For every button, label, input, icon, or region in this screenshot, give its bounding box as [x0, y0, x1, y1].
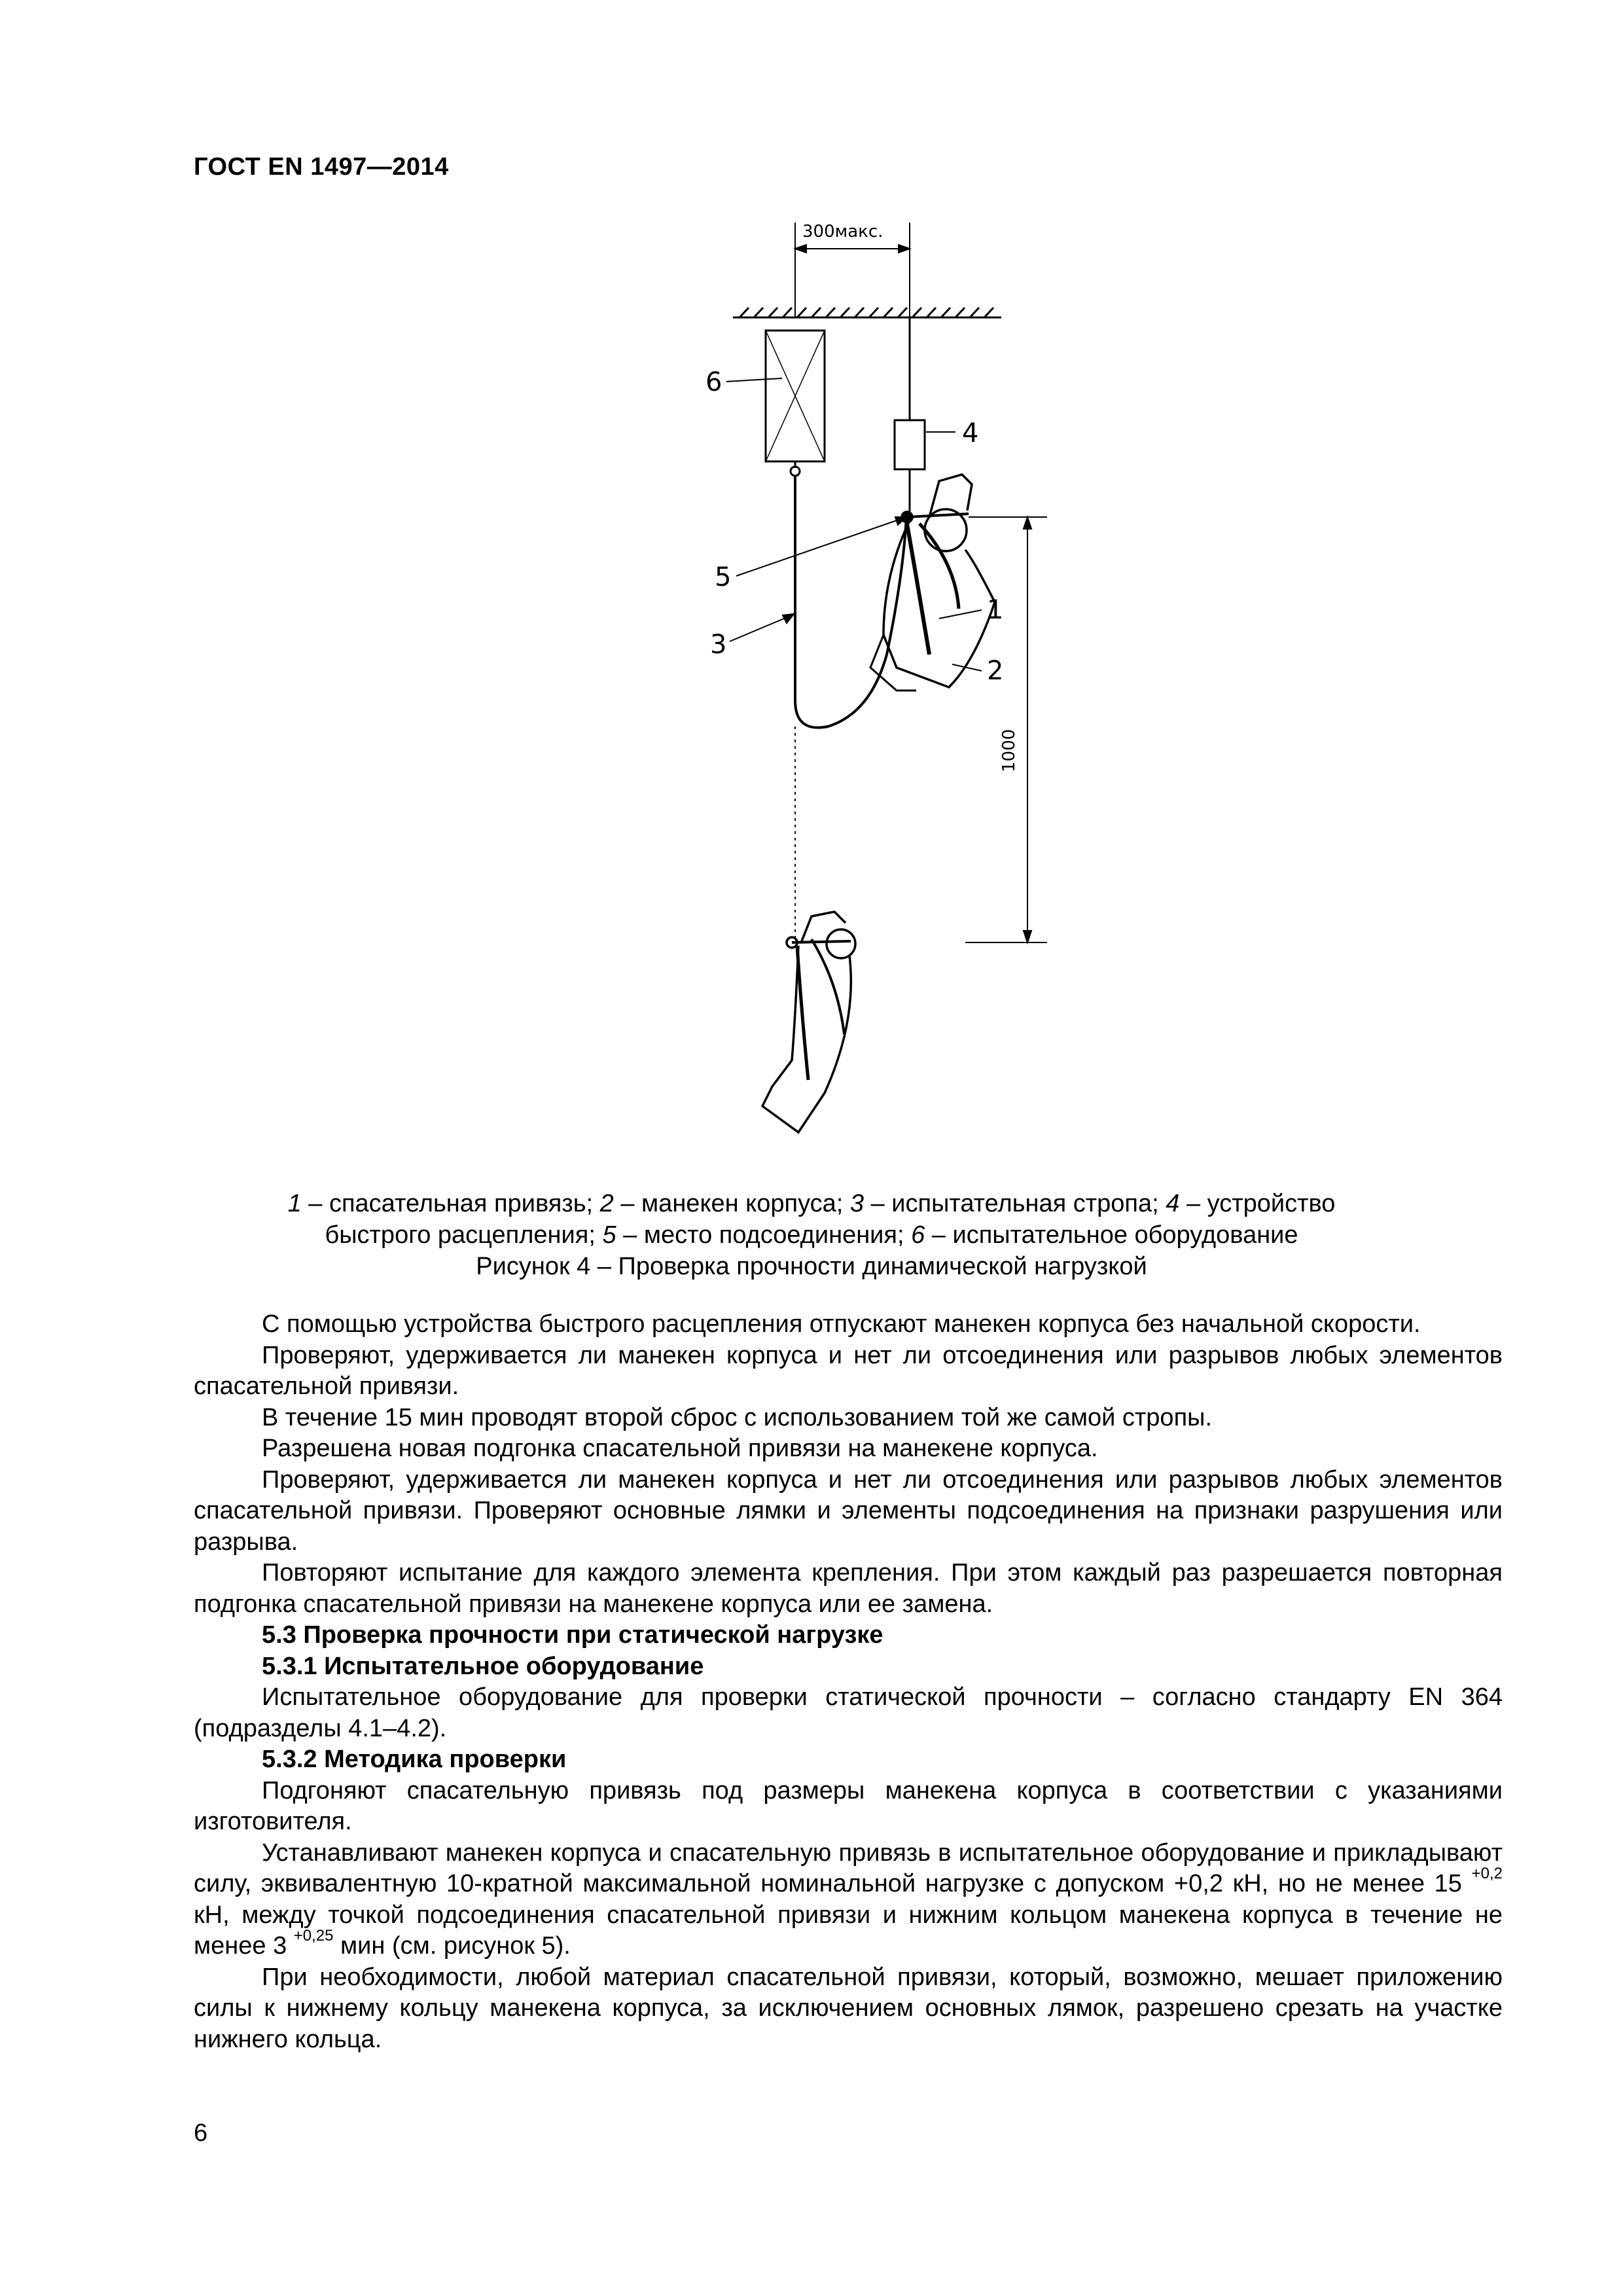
paragraph: Проверяют, удерживается ли манекен корпуса и нет ли отсоединения или разрывов любых элементов спасательной привязи. [194, 1341, 1503, 1400]
tolerance-superscript: +0,2 [1471, 1865, 1503, 1882]
callout-3: 3 [710, 630, 727, 660]
legend-num: 3 [849, 1190, 865, 1217]
ceiling-hatching [733, 308, 1001, 317]
paragraph: В течение 15 мин проводят второй сброс с использованием той же самой стропы. [262, 1403, 1213, 1431]
subsection-heading: 5.3.2 Методика проверки [262, 1746, 567, 1773]
paragraph-with-tolerances [194, 1838, 1503, 1962]
legend-num: 5 [602, 1221, 616, 1249]
dimension-side-label: 1000 [999, 728, 1019, 772]
section-heading: 5.3 Проверка прочности при статической нагрузке [262, 1621, 883, 1649]
callout-4: 4 [962, 418, 979, 448]
paragraph: При необходимости, любой материал спасательной привязи, который, возможно, мешает приложению силы к нижнему кольцу манекена корпуса, за исключением основных лямок, разрешено срезать на участке нижнего кольца. [194, 1963, 1503, 2053]
paragraph: С помощью устройства быстрого расцепления отпускают манекен корпуса без начальной скорости. [262, 1310, 1421, 1338]
paragraph: Проверяют, удерживается ли манекен корпуса и нет ли отсоединения или разрывов любых элементов спасательной привязи. Проверяют основные лямки и элементы подсоединения на признаки разрушения или разрыва. [194, 1465, 1503, 1556]
test-lanyard [795, 476, 906, 728]
subsection-heading: 5.3.1 Испытательное оборудование [262, 1652, 704, 1680]
legend-text: – манекен корпуса; [613, 1190, 850, 1217]
legend-num: 4 [1166, 1190, 1180, 1217]
paragraph: Испытательное оборудование для проверки статической прочности – согласно стандарту EN 364 (подразделы 4.1–4.2). [194, 1683, 1503, 1742]
legend-text: – место подсоединения; [616, 1221, 912, 1249]
legend-num: 1 [287, 1190, 302, 1217]
figure-caption [262, 1188, 1361, 1282]
figure-4-diagram [576, 209, 1099, 1158]
callout-1: 1 [987, 595, 1004, 625]
figure-legend [262, 1188, 1361, 1251]
torso-dummy-upper [870, 475, 995, 691]
text-run: кН, между точкой подсоединения спасательной привязи и нижним кольцом манекена корпуса в течение не менее 3 [194, 1901, 1503, 1960]
quick-release-device [895, 420, 925, 469]
legend-text: – испытательное оборудование [925, 1221, 1298, 1249]
legend-num: 6 [911, 1221, 925, 1249]
dimension-top-label: 300макс. [802, 222, 883, 242]
body-text [194, 1309, 1503, 2055]
figure-title: Рисунок 4 – Проверка прочности динамической нагрузкой [476, 1253, 1147, 1280]
legend-text: – спасательная привязь; [301, 1190, 600, 1217]
page-number: 6 [194, 2119, 208, 2147]
callout-2: 2 [987, 656, 1004, 686]
legend-num: 2 [599, 1190, 614, 1217]
torso-dummy-lower [762, 912, 855, 1132]
text-run: мин (см. рисунок 5). [333, 1932, 571, 1960]
legend-text: – устройство быстрого расцепления; [325, 1190, 1336, 1249]
document-header: ГОСТ EN 1497—2014 [194, 153, 449, 181]
test-equipment-box [766, 331, 825, 476]
callout-5: 5 [715, 562, 732, 592]
callout-6: 6 [705, 367, 722, 397]
paragraph: Разрешена новая подгонка спасательной привязи на манекене корпуса. [262, 1435, 1098, 1462]
legend-text: – испытательная стропа; [864, 1190, 1166, 1217]
paragraph: Подгоняют спасательную привязь под размеры манекена корпуса в соответствии с указаниями изготовителя. [194, 1776, 1503, 1835]
tolerance-superscript: +0,25 [293, 1927, 334, 1945]
text-run: Устанавливают манекен корпуса и спасательную привязь в испытательное оборудование и прикладывают силу, эквивалентную 10-кратной максимальной номинальной нагрузке с допуском +0,2 кН, но не менее 15 [194, 1839, 1503, 1897]
paragraph: Повторяют испытание для каждого элемента крепления. При этом каждый раз разрешается повторная подгонка спасательной привязи на манекене корпуса или ее замена. [194, 1559, 1503, 1618]
